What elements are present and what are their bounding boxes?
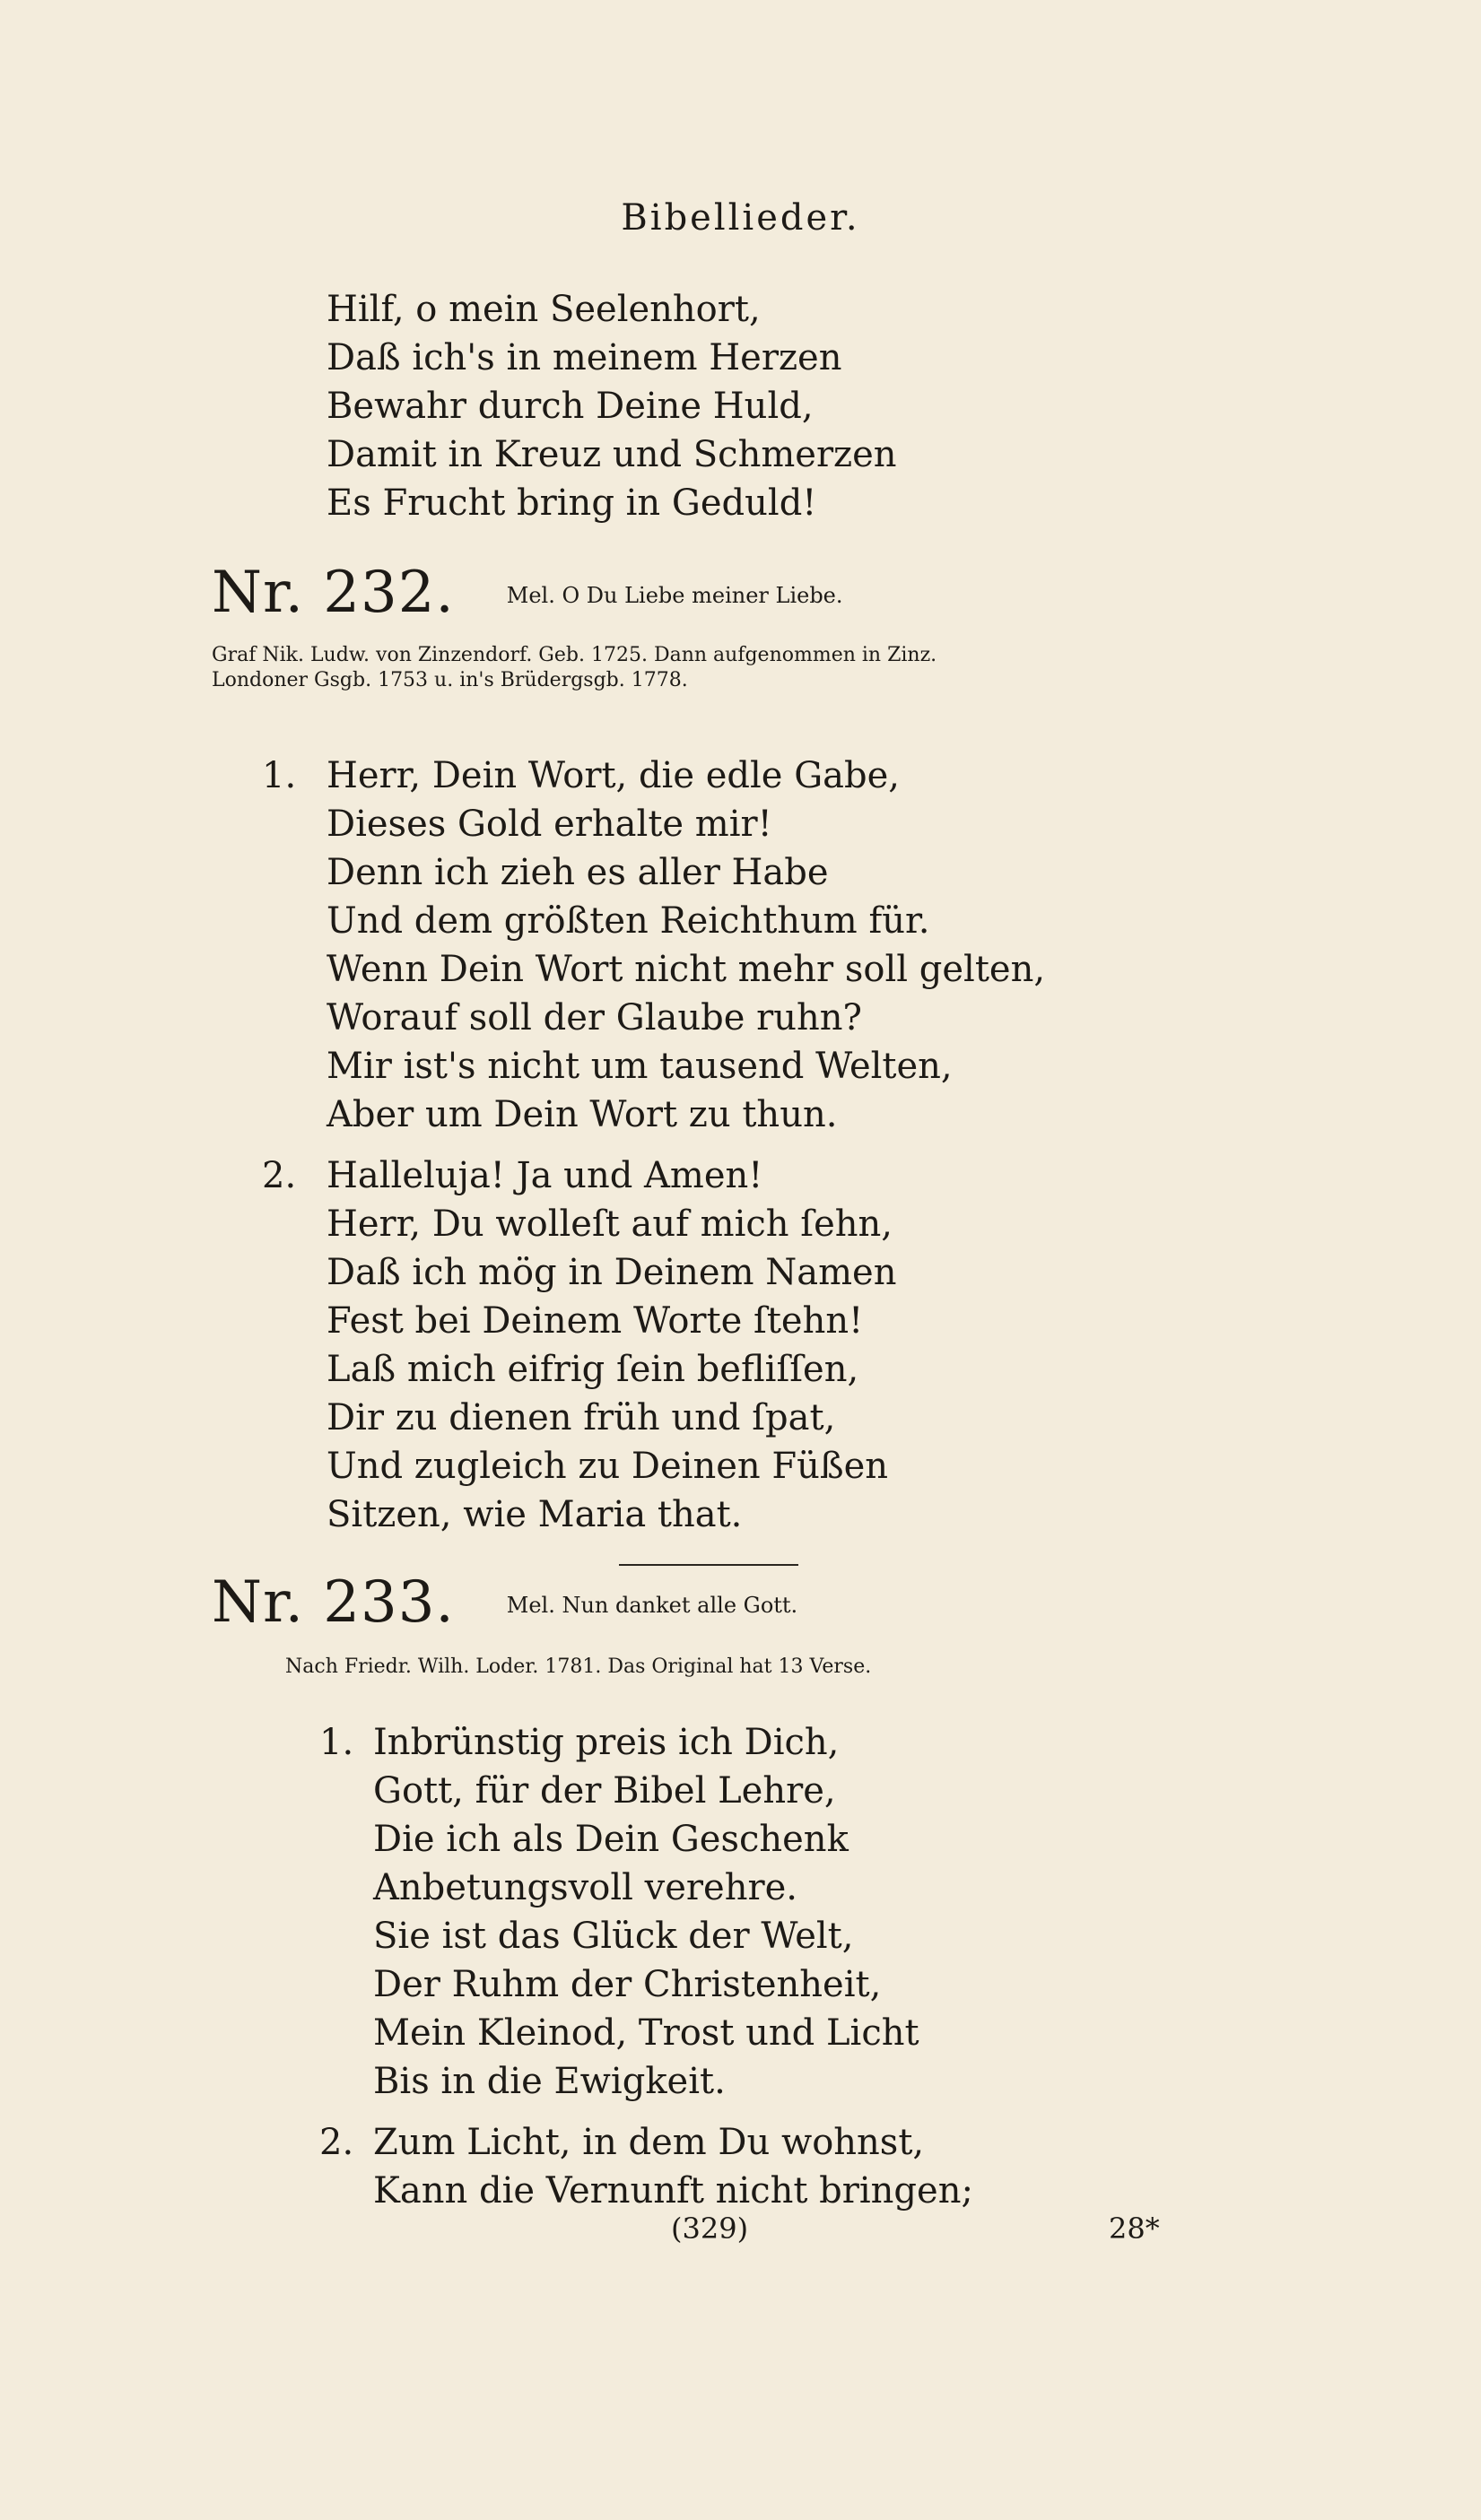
verse-line: Wenn Dein Wort nicht mehr soll gelten, [327, 949, 1046, 990]
hymn-number: Nr. 233. [212, 1569, 455, 1636]
verse-number: 1. [319, 1722, 354, 1763]
verse-line: Gott, für der Bibel Lehre, [373, 1770, 836, 1812]
verse-line: Hilf, o mein Seelenhort, [327, 289, 761, 330]
verse-line: Bewahr durch Deine Huld, [327, 386, 814, 427]
verse-line: Sitzen, wie Maria that. [327, 1494, 743, 1535]
verse-line: Zum Licht, in dem Du wohnst, [373, 2122, 925, 2163]
verse-line: Worauf soll der Glaube ruhn? [327, 997, 862, 1038]
source-line: Londoner Gsgb. 1753 u. in's Brüdergsgb. 1778. [212, 669, 688, 691]
verse-line: Damit in Kreuz und Schmerzen [327, 434, 897, 475]
verse-line: Inbrünstig preis ich Dich, [373, 1722, 840, 1763]
verse-line: Halleluja! Ja und Amen! [327, 1155, 763, 1196]
page-number: (329) [671, 2212, 749, 2246]
verse-line: Denn ich zieh es aller Habe [327, 852, 829, 893]
melody-line: Mel. O Du Liebe meiner Liebe. [506, 583, 843, 608]
verse-number: 2. [262, 1155, 297, 1196]
verse-line: Herr, Dein Wort, die edle Gabe, [327, 755, 900, 796]
verse [327, 1151, 896, 1539]
verse-line: Herr, Du wolleſt auf mich ſehn, [327, 1204, 893, 1245]
verse-line: Anbetungsvoll verehre. [373, 1867, 797, 1908]
verse-number: 1. [262, 755, 297, 796]
source-line: Nach Friedr. Wilh. Loder. 1781. Das Original hat 13 Verse. [285, 1655, 872, 1678]
source-line: Graf Nik. Ludw. von Zinzendorf. Geb. 1725. Dann aufgenommen in Zinz. [212, 644, 937, 666]
signature-mark: 28* [1109, 2212, 1160, 2246]
verse-line: Daß ich's in meinem Herzen [327, 337, 842, 378]
verse [373, 1718, 919, 2106]
hymn-heading [212, 1571, 797, 1634]
verse-line: Die ich als Dein Geschenk [373, 1819, 849, 1860]
verse-number: 2. [319, 2122, 354, 2163]
verse [373, 2118, 973, 2215]
running-head: Bibellieder. [621, 197, 860, 239]
verse-line: Mein Kleinod, Trost und Licht [373, 2012, 919, 2054]
melody-line: Mel. Nun danket alle Gott. [506, 1593, 798, 1618]
verse-line: Mir ist's nicht um tausend Welten, [327, 1046, 953, 1087]
divider-rule [619, 1564, 798, 1566]
verse-line: Kann die Vernunft nicht bringen; [373, 2170, 973, 2212]
verse-line: Fest bei Deinem Worte ſtehn! [327, 1300, 864, 1342]
verse-line: Und dem größten Reichthum für. [327, 900, 930, 942]
verse-line: Und zugleich zu Deinen Füßen [327, 1446, 889, 1487]
verse [327, 752, 1045, 1139]
hymn-number: Nr. 232. [212, 560, 455, 626]
verse-line: Dieses Gold erhalte mir! [327, 804, 772, 845]
verse-line: Aber um Dein Wort zu thun. [327, 1094, 838, 1135]
verse-line: Dir zu dienen früh und ſpat, [327, 1397, 836, 1438]
verse-line: Laß mich eifrig ſein befliſſen, [327, 1349, 859, 1390]
carryover-stanza [327, 285, 897, 527]
verse-line: Sie ist das Glück der Welt, [373, 1916, 854, 1957]
verse-line: Bis in die Ewigkeit. [373, 2061, 726, 2102]
verse-line: Daß ich mög in Deinem Namen [327, 1252, 897, 1293]
verse-line: Es Frucht bring in Geduld! [327, 482, 817, 524]
verse-line: Der Ruhm der Christenheit, [373, 1964, 882, 2005]
hymn-heading [212, 561, 843, 624]
